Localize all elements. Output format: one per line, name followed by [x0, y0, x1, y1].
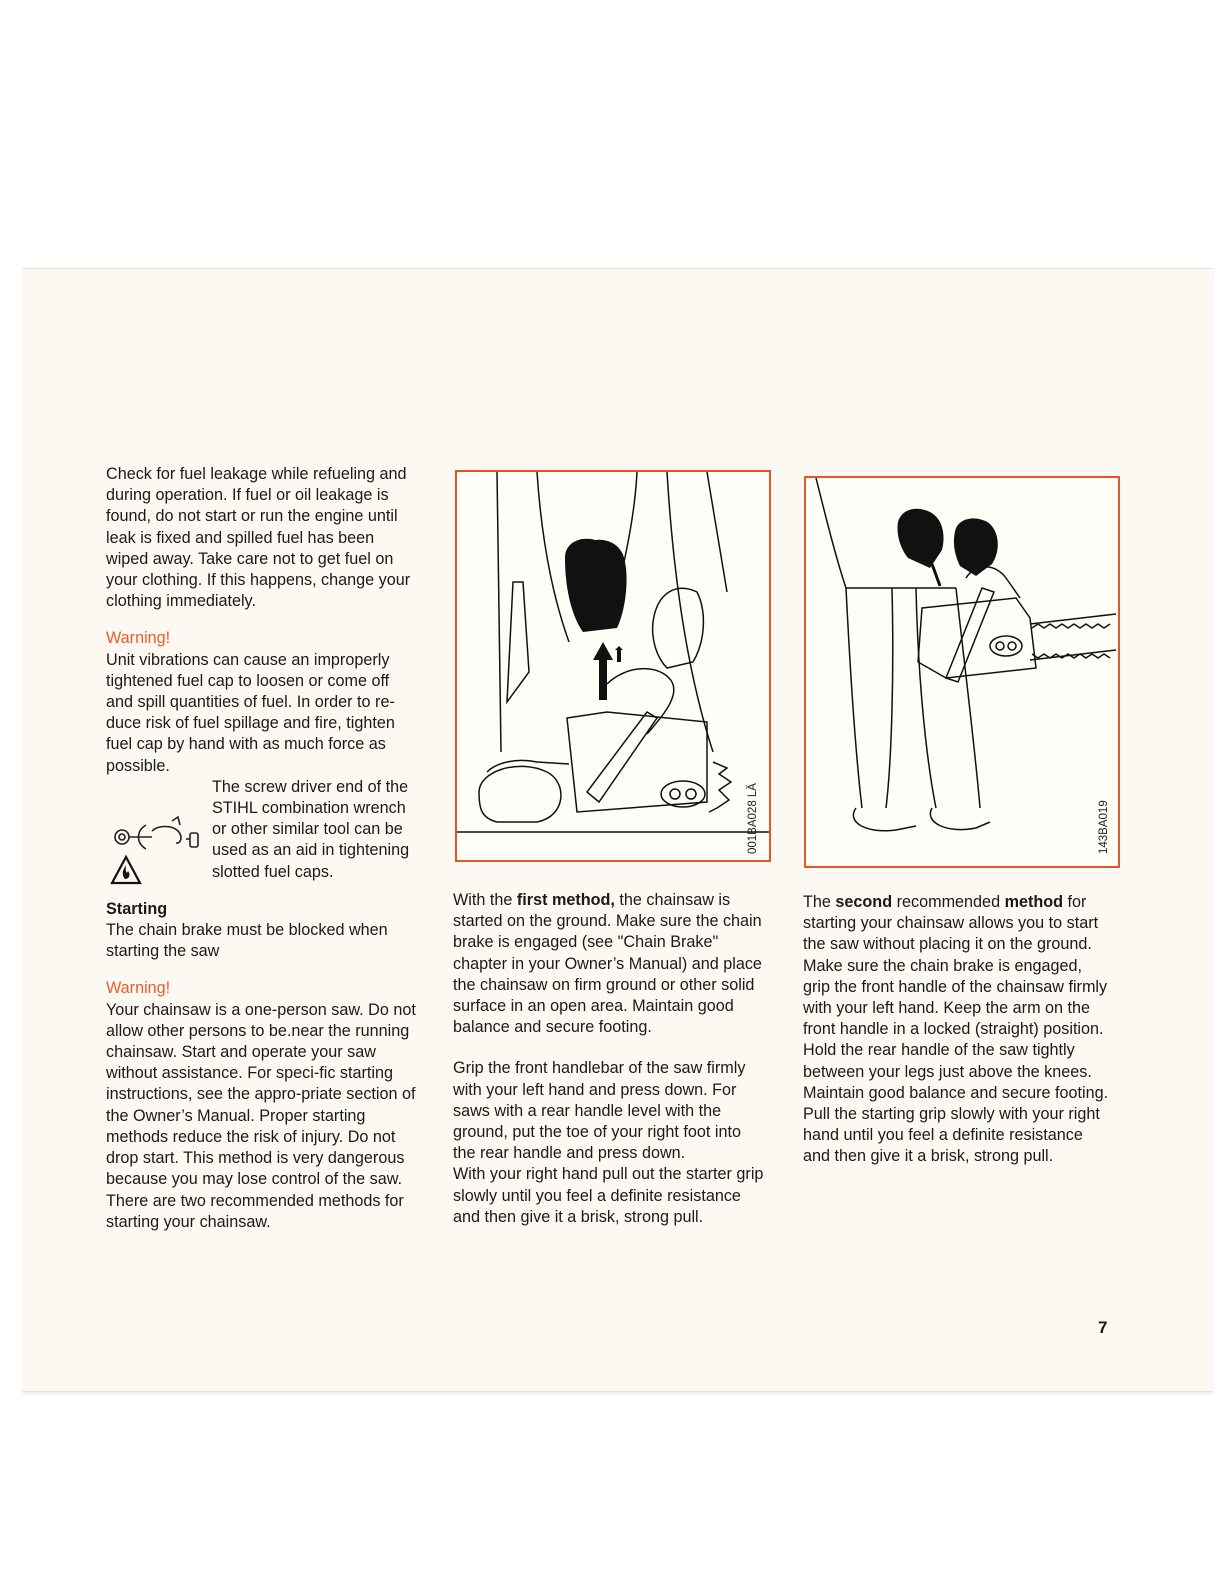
wrench-fire-warning-icon — [106, 795, 210, 885]
first-method-paragraph — [453, 890, 765, 1038]
right-column — [803, 892, 1113, 1168]
method-label: method — [1004, 893, 1064, 911]
second-label: second — [835, 893, 893, 911]
middle-column — [453, 890, 765, 1228]
fuel-leak-paragraph: Check for fuel leakage while refueling and during operation. If fuel or oil leakage is found, do not start or run the engine until leak is fixed and spilled fuel has been wiped away. Take care not to get fuel on your clothing. If this happens, change your clothing immediately. — [106, 465, 411, 611]
warning-label-2: Warning! — [106, 979, 171, 998]
first-method-label: first method, — [516, 891, 615, 909]
one-person-warning-text: Your chainsaw is a one-person saw. Do not allow other persons to be.near the running chainsaw. Start and operate your saw without assistance. For speci-fic starting instructions, see the appro-priate section of the Owner’s Manual. Proper starting methods reduce the risk of injury. Do not drop start. This method is very dangerous because you may lose control of the saw. — [106, 1000, 416, 1189]
standing-start-illustration — [806, 478, 1118, 866]
left-column — [106, 464, 416, 1233]
figure-ground-start — [455, 470, 771, 862]
second-method-intro: The — [803, 893, 831, 911]
recommended-word: recommended — [896, 893, 1001, 911]
fuel-cap-warning-text: Unit vibrations can cause an improperly tightened fuel cap to loosen or come off and spill quantities of fuel. In order to re-duce risk of fuel spillage and fire, tighten fuel cap by hand with as much force as possible. — [106, 650, 395, 775]
figure2-code: 143BA019 — [1098, 800, 1110, 854]
second-method-text: for starting your chainsaw allows you to start the saw without placing it on the ground. Make sure the chain brake is engaged, grip the front handle of the chainsaw firmly with your left hand. Keep the arm on the front handle in a locked (straight) position. Hold the rear handle of the saw tightly between your legs just above the knees. Maintain good balance and secure footing. Pull the starting grip slowly with your right hand until you feel a definite resistance and then give it a brisk, strong pull. — [803, 893, 1109, 1166]
chain-brake-note: The chain brake must be blocked when starting the saw — [106, 921, 388, 961]
warning-label-1: Warning! — [106, 629, 171, 648]
starting-heading: Starting — [106, 899, 168, 918]
grip-handlebar-paragraph: Grip the front handlebar of the saw firmly with your left hand and press down. For saws with a rear handle level with the ground, put the toe of your right foot into the rear handle and press down. — [453, 1059, 746, 1163]
figure1-code: 001BA028 LÄ — [747, 783, 759, 854]
ground-start-illustration — [457, 472, 769, 860]
first-method-text: the chainsaw is started on the ground. Make sure the chain brake is engaged (see "Chain Brake" chapter in your Owner’s Manual) and place the chainsaw on firm ground or other solid surface in an open area. Maintain good balance and secure footing. — [453, 891, 762, 1037]
figure-standing-start — [804, 476, 1120, 868]
wrench-tip-text: The screw driver end of the STIHL combination wrench or other similar tool can be used as an aid in tightening slotted fuel caps. — [212, 777, 410, 881]
first-method-intro: With the — [453, 891, 513, 909]
page-number: 7 — [1098, 1318, 1108, 1337]
second-method-paragraph — [803, 892, 1113, 1168]
tool-tip-block — [106, 777, 416, 883]
pull-starter-paragraph: With your right hand pull out the starter grip slowly until you feel a definite resistance and then give it a brisk, strong pull. — [453, 1165, 764, 1226]
two-methods-text: There are two recommended methods for starting your chainsaw. — [106, 1191, 404, 1231]
